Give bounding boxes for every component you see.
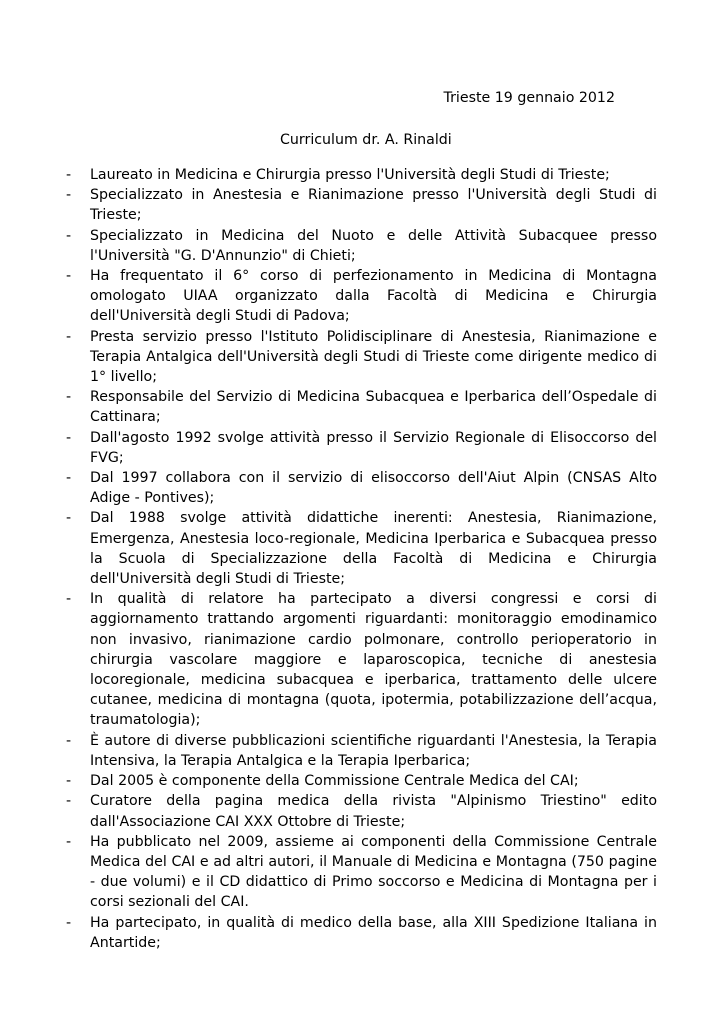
list-item-text: In qualità di relatore ha partecipato a diversi congressi e corsi di aggiornamento trattando argomenti riguardanti: monitoraggio emodinamico non invasivo, rianimazione cardio polmonare, controllo perioperatorio in chirurgia vascolare maggiore e laparoscopica, tecniche di anestesia locoregionale, medicina subacquea e iperbarica, trattamento delle ulcere cutanee, medicina di montagna (quota, ipotermia, potabilizzazione dell’acqua, traumatologia); bbox=[90, 591, 657, 729]
list-item bbox=[66, 731, 657, 771]
bullet-dash: - bbox=[66, 268, 72, 285]
list-item bbox=[66, 791, 657, 831]
list-item-text: Dall'agosto 1992 svolge attività presso il Servizio Regionale di Elisoccorso del FVG; bbox=[90, 429, 657, 466]
list-item-text: Responsabile del Servizio di Medicina Subacquea e Iperbarica dell’Ospedale di Cattinara; bbox=[90, 389, 657, 426]
cv-list bbox=[66, 165, 657, 953]
list-item bbox=[66, 832, 657, 913]
bullet-dash: - bbox=[66, 793, 72, 810]
date-line: Trieste 19 gennaio 2012 bbox=[443, 90, 615, 106]
list-item bbox=[66, 589, 657, 730]
bullet-dash: - bbox=[66, 510, 72, 527]
list-item-text: Specializzato in Medicina del Nuoto e delle Attività Subacquee presso l'Università "G. D'Annunzio" di Chieti; bbox=[90, 227, 657, 264]
list-item bbox=[66, 468, 657, 508]
bullet-dash: - bbox=[66, 914, 72, 931]
list-item bbox=[66, 266, 657, 327]
bullet-dash: - bbox=[66, 591, 72, 608]
list-item bbox=[66, 226, 657, 266]
list-item bbox=[66, 428, 657, 468]
bullet-dash: - bbox=[66, 833, 72, 850]
bullet-dash: - bbox=[66, 773, 72, 790]
bullet-dash: - bbox=[66, 187, 72, 204]
bullet-dash: - bbox=[66, 470, 72, 487]
list-item bbox=[66, 913, 657, 953]
bullet-dash: - bbox=[66, 328, 72, 345]
list-item bbox=[66, 327, 657, 388]
list-item-text: Presta servizio presso l'Istituto Polidisciplinare di Anestesia, Rianimazione e Terapia Antalgica dell'Università degli Studi di Trieste come dirigente medico di 1° livello; bbox=[90, 328, 657, 386]
bullet-dash: - bbox=[66, 167, 72, 183]
list-item bbox=[66, 165, 657, 185]
document-title: Curriculum dr. A. Rinaldi bbox=[280, 132, 452, 148]
list-item-text: Ha frequentato il 6° corso di perfezionamento in Medicina di Montagna omologato UIAA organizzato dalla Facoltà di Medicina e Chirurgia dell'Università degli Studi di Padova; bbox=[90, 268, 657, 325]
list-item-text: Dal 2005 è componente della Commissione Centrale Medica del CAI; bbox=[90, 773, 579, 790]
list-item-text: Curatore della pagina medica della rivista "Alpinismo Triestino" edito dall'Associazione CAI XXX Ottobre di Trieste; bbox=[90, 793, 657, 830]
list-item-text: Ha pubblicato nel 2009, assieme ai componenti della Commissione Centrale Medica del CAI e ad altri autori, il Manuale di Medicina e Montagna (750 pagine - due volumi) e il CD didattico di Primo soccorso e Medicina di Montagna per i corsi sezionali del CAI. bbox=[90, 833, 657, 911]
list-item bbox=[66, 508, 657, 589]
list-item bbox=[66, 771, 657, 791]
list-item-text: Ha partecipato, in qualità di medico della base, alla XIII Spedizione Italiana in Antartide; bbox=[90, 914, 657, 951]
bullet-dash: - bbox=[66, 732, 72, 749]
list-item-text: Dal 1997 collabora con il servizio di elisoccorso dell'Aiut Alpin (CNSAS Alto Adige - Pontives); bbox=[90, 470, 657, 507]
list-item-text: Specializzato in Anestesia e Rianimazione presso l'Università degli Studi di Trieste; bbox=[90, 187, 657, 224]
list-item bbox=[66, 387, 657, 427]
list-item-text: Dal 1988 svolge attività didattiche inerenti: Anestesia, Rianimazione, Emergenza, Anestesia loco-regionale, Medicina Iperbarica e Subacquea presso la Scuola di Specializzazione della Facoltà di Medicina e Chirurgia dell'Università degli Studi di Trieste; bbox=[90, 510, 657, 588]
bullet-dash: - bbox=[66, 389, 72, 406]
bullet-dash: - bbox=[66, 227, 72, 244]
list-item-text: Laureato in Medicina e Chirurgia presso l'Università degli Studi di Trieste; bbox=[90, 167, 610, 183]
list-item-text: È autore di diverse pubblicazioni scientifiche riguardanti l'Anestesia, la Terapia Intensiva, la Terapia Antalgica e la Terapia Iperbarica; bbox=[90, 732, 657, 769]
list-item bbox=[66, 185, 657, 225]
bullet-dash: - bbox=[66, 429, 72, 446]
